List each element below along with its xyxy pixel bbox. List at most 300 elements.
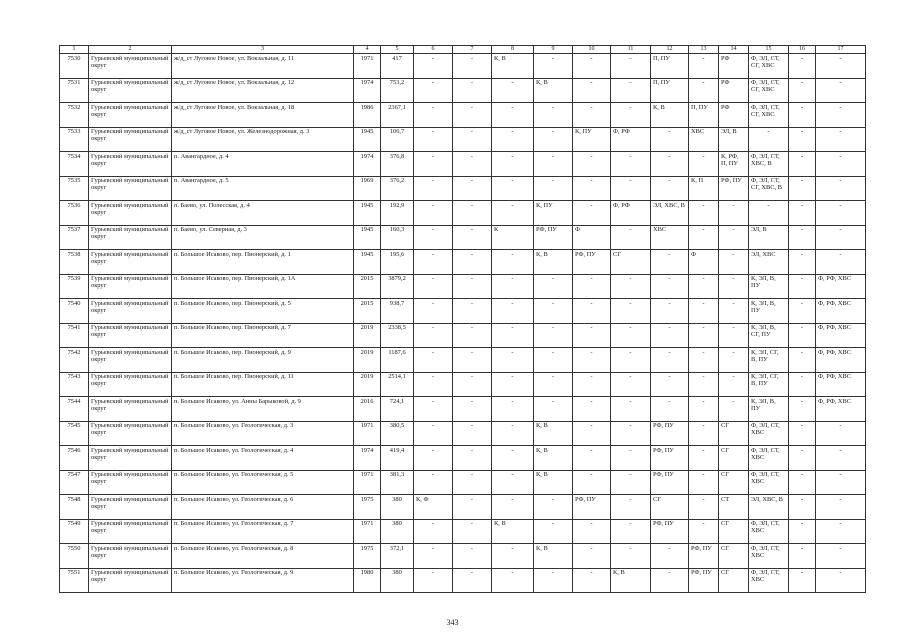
table-cell: ЭЛ, В (719, 127, 749, 152)
table-cell: ЭЛ, ХВС (749, 250, 789, 275)
table-cell: - (453, 152, 492, 177)
table-cell: - (719, 372, 749, 397)
column-number: 8 (492, 46, 534, 54)
table-cell: Ф, РФ, ХВС (816, 299, 866, 324)
table-cell: - (611, 152, 651, 177)
table-cell: Ф, ЭЛ, СТ, СГ, ХВС (749, 103, 789, 128)
table-cell: Гурьевский муниципальный округ (89, 299, 172, 324)
table-row (60, 348, 866, 373)
table-cell: Гурьевский муниципальный округ (89, 519, 172, 544)
table-cell: - (453, 299, 492, 324)
housing-registry-table (59, 45, 866, 593)
table-cell: - (534, 495, 573, 520)
table-cell: - (534, 299, 573, 324)
table-cell: СГ (719, 470, 749, 495)
table-cell: СТ (719, 495, 749, 520)
table-row (60, 274, 866, 299)
table-cell: - (689, 225, 719, 250)
table-cell: - (453, 201, 492, 226)
table-cell: ж/д_ст Луговое Новое, ул. Железнодорожная, д. 3 (172, 127, 354, 152)
table-cell: Гурьевский муниципальный округ (89, 470, 172, 495)
table-cell: - (719, 299, 749, 324)
table-cell: - (689, 274, 719, 299)
table-cell: - (534, 176, 573, 201)
column-number: 2 (89, 46, 172, 54)
table-cell: - (719, 323, 749, 348)
table-cell: К, ПУ (573, 127, 611, 152)
table-cell: 380 (381, 519, 414, 544)
table-cell: Гурьевский муниципальный округ (89, 568, 172, 593)
table-cell: К, ЭЛ, В, СГ, ПУ (749, 323, 789, 348)
table-cell: - (611, 421, 651, 446)
table-cell: 2015 (354, 274, 381, 299)
table-cell: - (453, 446, 492, 471)
table-cell: Гурьевский муниципальный округ (89, 397, 172, 422)
table-cell: - (651, 127, 689, 152)
table-cell: - (414, 152, 453, 177)
table-cell: - (573, 372, 611, 397)
table-cell: - (689, 470, 719, 495)
table-cell: - (789, 127, 816, 152)
table-cell: П, ПУ (689, 103, 719, 128)
table-row (60, 421, 866, 446)
table-cell: 106,7 (381, 127, 414, 152)
table-cell: - (492, 544, 534, 569)
table-cell: - (414, 127, 453, 152)
table-cell: - (573, 152, 611, 177)
table-cell: К, В (534, 544, 573, 569)
column-number: 12 (651, 46, 689, 54)
table-cell: К (492, 225, 534, 250)
table-cell: - (453, 176, 492, 201)
table-cell: Гурьевский муниципальный округ (89, 78, 172, 103)
table-cell: - (651, 544, 689, 569)
table-cell: - (689, 372, 719, 397)
table-cell: 1971 (354, 54, 381, 79)
column-number: 10 (573, 46, 611, 54)
table-cell: - (611, 544, 651, 569)
table-cell: - (689, 348, 719, 373)
table-cell: - (492, 372, 534, 397)
table-cell: К, ЭЛ, В, ПУ (749, 397, 789, 422)
table-cell: - (689, 299, 719, 324)
table-cell: - (789, 225, 816, 250)
table-cell: 7542 (60, 348, 89, 373)
column-number: 7 (453, 46, 492, 54)
table-cell: - (414, 103, 453, 128)
table-cell: - (453, 568, 492, 593)
table-cell: - (573, 201, 611, 226)
table-cell: п. Большое Исаково, пер. Пионерский, д. 11 (172, 372, 354, 397)
table-cell: - (719, 274, 749, 299)
table-cell: - (611, 103, 651, 128)
table-cell: - (611, 225, 651, 250)
table-cell: - (719, 250, 749, 275)
table-cell: п. Большое Исаково, пер. Пионерский, д. 7 (172, 323, 354, 348)
table-cell: Гурьевский муниципальный округ (89, 446, 172, 471)
table-cell: - (414, 348, 453, 373)
table-cell: Гурьевский муниципальный округ (89, 372, 172, 397)
table-cell: 1945 (354, 250, 381, 275)
table-cell: 372,1 (381, 544, 414, 569)
table-cell: Ф, ЭЛ, СТ, ХВС (749, 568, 789, 593)
table-cell: - (492, 201, 534, 226)
table-cell: - (414, 372, 453, 397)
table-cell: - (611, 397, 651, 422)
table-cell: 7535 (60, 176, 89, 201)
table-cell: - (573, 421, 611, 446)
table-cell: - (611, 323, 651, 348)
table-cell: - (453, 495, 492, 520)
table-cell: 1975 (354, 495, 381, 520)
table-cell: Гурьевский муниципальный округ (89, 544, 172, 569)
table-cell: п. Большое Исаково, ул. Геологическая, д. 6 (172, 495, 354, 520)
table-cell: - (453, 54, 492, 79)
table-cell: К, В (611, 568, 651, 593)
table-cell: 1969 (354, 176, 381, 201)
table-cell: РФ, ПУ (719, 176, 749, 201)
table-cell: - (534, 397, 573, 422)
table-cell: - (611, 348, 651, 373)
table-cell: 192,9 (381, 201, 414, 226)
table-cell: - (453, 274, 492, 299)
table-cell: 1945 (354, 201, 381, 226)
table-cell: - (651, 323, 689, 348)
table-cell: 7533 (60, 127, 89, 152)
table-cell: 2019 (354, 323, 381, 348)
table-cell: - (611, 54, 651, 79)
table-cell: - (789, 470, 816, 495)
table-cell: СГ (719, 544, 749, 569)
table-cell: - (414, 274, 453, 299)
table-cell: 1187,6 (381, 348, 414, 373)
column-number: 6 (414, 46, 453, 54)
table-cell: Ф, ЭЛ, СТ, ХВС (749, 470, 789, 495)
table-cell: - (719, 397, 749, 422)
table-row (60, 201, 866, 226)
table-cell: ЭЛ, ХВС, В (749, 495, 789, 520)
table-cell: 2019 (354, 348, 381, 373)
table-cell: Гурьевский муниципальный округ (89, 421, 172, 446)
table-cell: - (816, 176, 866, 201)
table-cell: - (611, 274, 651, 299)
table-cell: - (789, 54, 816, 79)
table-cell: 7548 (60, 495, 89, 520)
table-cell: Ф, РФ, ХВС (816, 274, 866, 299)
table-cell: - (651, 152, 689, 177)
table-cell: - (816, 446, 866, 471)
column-number: 15 (749, 46, 789, 54)
table-cell: - (611, 78, 651, 103)
table-cell: - (749, 201, 789, 226)
table-row (60, 397, 866, 422)
table-cell: п. Большое Исаково, ул. Геологическая, д. 5 (172, 470, 354, 495)
table-cell: - (689, 323, 719, 348)
table-cell: - (534, 152, 573, 177)
table-row (60, 152, 866, 177)
table-cell: 1974 (354, 152, 381, 177)
column-number: 1 (60, 46, 89, 54)
table-cell: - (492, 323, 534, 348)
column-number-row (60, 46, 866, 54)
table-cell: 7539 (60, 274, 89, 299)
table-cell: 7537 (60, 225, 89, 250)
table-cell: - (611, 470, 651, 495)
table-cell: К, В (534, 250, 573, 275)
table-cell: - (492, 176, 534, 201)
table-cell: - (573, 54, 611, 79)
table-cell: К, В (534, 446, 573, 471)
table-cell: - (816, 54, 866, 79)
table-cell: - (492, 78, 534, 103)
table-cell: РФ, ПУ (573, 250, 611, 275)
table-cell: 1974 (354, 78, 381, 103)
table-cell: п. Большое Исаково, пер. Пионерский, д. 1 (172, 250, 354, 275)
table-cell: - (573, 568, 611, 593)
table-cell: - (414, 544, 453, 569)
table-row (60, 78, 866, 103)
table-cell: - (789, 568, 816, 593)
table-cell: К, В (651, 103, 689, 128)
table-cell: ж/д_ст Луговое Новое, ул. Вокзальная, д. 11 (172, 54, 354, 79)
table-cell: - (789, 323, 816, 348)
table-row (60, 470, 866, 495)
table-cell: 1971 (354, 519, 381, 544)
table-cell: К, РФ, П, ПУ (719, 152, 749, 177)
table-cell: п. Большое Исаково, пер. Пионерский, д. 5 (172, 299, 354, 324)
table-cell: РФ (719, 54, 749, 79)
table-cell: - (689, 397, 719, 422)
table-cell: РФ, ПУ (534, 225, 573, 250)
table-cell: Гурьевский муниципальный округ (89, 225, 172, 250)
table-cell: Ф, ЭЛ, СТ, ХВС (749, 446, 789, 471)
table-cell: - (492, 568, 534, 593)
table-row (60, 495, 866, 520)
table-cell: 7549 (60, 519, 89, 544)
table-cell: - (414, 201, 453, 226)
table-cell: - (611, 299, 651, 324)
table-cell: п. Баево, ул. Северная, д. 3 (172, 225, 354, 250)
table-cell: - (719, 348, 749, 373)
table-cell: Ф, РФ, ХВС (816, 372, 866, 397)
table-cell: п. Большое Исаково, ул. Геологическая, д. 4 (172, 446, 354, 471)
table-cell: Ф, РФ (611, 201, 651, 226)
table-cell: - (414, 470, 453, 495)
table-row (60, 446, 866, 471)
table-cell: ХВС (689, 127, 719, 152)
table-cell: К, В (492, 519, 534, 544)
table-cell: Ф, ЭЛ, СТ, СГ, ХВС (749, 54, 789, 79)
column-number: 16 (789, 46, 816, 54)
table-cell: СГ (719, 421, 749, 446)
table-cell: - (573, 274, 611, 299)
table-cell: Ф, ЭЛ, СТ, ХВС (749, 519, 789, 544)
table-cell: - (651, 250, 689, 275)
table-cell: Ф, ЭЛ, СТ, ХВС (749, 421, 789, 446)
table-cell: - (789, 201, 816, 226)
table-cell: 7536 (60, 201, 89, 226)
table-cell: П, ПУ (651, 54, 689, 79)
table-cell: - (492, 152, 534, 177)
table-cell: СГ (719, 446, 749, 471)
table-cell: - (573, 103, 611, 128)
table-cell: - (611, 519, 651, 544)
table-cell: - (414, 299, 453, 324)
table-cell: Ф, ЭЛ, СТ, СГ, ХВС, В (749, 176, 789, 201)
table-row (60, 176, 866, 201)
table-cell: - (492, 446, 534, 471)
table-cell: - (534, 348, 573, 373)
table-cell: К, В (534, 470, 573, 495)
table-cell: - (573, 446, 611, 471)
table-cell: 3879,2 (381, 274, 414, 299)
table-cell: - (414, 568, 453, 593)
table-row (60, 568, 866, 593)
table-cell: К, ЭЛ, В, ПУ (749, 299, 789, 324)
table-cell: РФ, ПУ (651, 470, 689, 495)
table-cell: - (453, 397, 492, 422)
table-cell: - (719, 201, 749, 226)
table-cell: 7540 (60, 299, 89, 324)
table-cell: - (789, 446, 816, 471)
table-cell: - (689, 152, 719, 177)
table-cell: - (689, 519, 719, 544)
table-cell: 7541 (60, 323, 89, 348)
table-cell: Гурьевский муниципальный округ (89, 495, 172, 520)
table-cell: - (453, 544, 492, 569)
table-row (60, 127, 866, 152)
table-cell: - (789, 519, 816, 544)
table-cell: 376,8 (381, 152, 414, 177)
table-cell: ЭЛ, ХВС, В (651, 201, 689, 226)
table-cell: 7544 (60, 397, 89, 422)
table-cell: - (651, 568, 689, 593)
column-number: 13 (689, 46, 719, 54)
table-cell: - (689, 495, 719, 520)
table-cell: Гурьевский муниципальный округ (89, 348, 172, 373)
table-cell: п. Авангардное, д. 5 (172, 176, 354, 201)
table-cell: 376,2 (381, 176, 414, 201)
table-cell: К, П (689, 176, 719, 201)
table-cell: К, ЭЛ, СГ, В, ПУ (749, 372, 789, 397)
table-cell: - (492, 495, 534, 520)
table-cell: - (651, 397, 689, 422)
table-cell: ЭЛ, В (749, 225, 789, 250)
table-cell: СГ (719, 519, 749, 544)
table-cell: - (492, 348, 534, 373)
table-cell: - (414, 421, 453, 446)
table-cell: 1971 (354, 421, 381, 446)
table-cell: - (414, 323, 453, 348)
table-cell: 1945 (354, 127, 381, 152)
table-cell: - (789, 103, 816, 128)
table-cell: Гурьевский муниципальный округ (89, 176, 172, 201)
table-cell: К, ПУ (534, 201, 573, 226)
table-cell: Гурьевский муниципальный округ (89, 152, 172, 177)
column-number: 11 (611, 46, 651, 54)
table-cell: - (573, 78, 611, 103)
table-cell: - (789, 274, 816, 299)
table-cell: РФ (719, 78, 749, 103)
table-cell: Ф, ЭЛ, СТ, СГ, ХВС (749, 78, 789, 103)
table-cell: - (816, 519, 866, 544)
column-number: 14 (719, 46, 749, 54)
table-cell: - (816, 544, 866, 569)
table-cell: - (453, 103, 492, 128)
table-cell: - (789, 250, 816, 275)
table-cell: - (651, 274, 689, 299)
table-cell: - (573, 299, 611, 324)
column-number: 3 (172, 46, 354, 54)
table-cell: - (573, 470, 611, 495)
table-cell: - (651, 372, 689, 397)
table-cell: 724,1 (381, 397, 414, 422)
table-cell: 1945 (354, 225, 381, 250)
table-cell: 7551 (60, 568, 89, 593)
table-cell: - (534, 54, 573, 79)
table-cell: - (573, 397, 611, 422)
table-cell: РФ, ПУ (689, 568, 719, 593)
table-cell: Ф, РФ, ХВС (816, 323, 866, 348)
table-cell: 7534 (60, 152, 89, 177)
table-cell: 7531 (60, 78, 89, 103)
table-cell: - (453, 78, 492, 103)
table-cell: - (749, 127, 789, 152)
table-cell: - (789, 348, 816, 373)
column-number: 9 (534, 46, 573, 54)
table-cell: - (789, 397, 816, 422)
table-cell: - (689, 54, 719, 79)
table-body (60, 54, 866, 593)
table-cell: 7532 (60, 103, 89, 128)
table-cell: - (492, 103, 534, 128)
table-cell: Гурьевский муниципальный округ (89, 274, 172, 299)
column-number: 17 (816, 46, 866, 54)
table-cell: - (816, 470, 866, 495)
table-cell: Ф, РФ, ХВС (816, 397, 866, 422)
table-cell: 419,4 (381, 446, 414, 471)
table-cell: ХВС (651, 225, 689, 250)
table-cell: 7538 (60, 250, 89, 275)
table-cell: 7543 (60, 372, 89, 397)
table-cell: 2015 (354, 299, 381, 324)
table-cell: - (492, 250, 534, 275)
page-number: 343 (446, 618, 459, 627)
table-cell: - (453, 470, 492, 495)
table-cell: Гурьевский муниципальный округ (89, 127, 172, 152)
table-cell: 753,2 (381, 78, 414, 103)
table-cell: - (816, 78, 866, 103)
table-cell: 1971 (354, 470, 381, 495)
table-cell: - (651, 348, 689, 373)
table-cell: - (789, 421, 816, 446)
table-cell: - (492, 274, 534, 299)
table-cell: - (534, 274, 573, 299)
table-cell: 380,5 (381, 421, 414, 446)
column-number: 4 (354, 46, 381, 54)
table-cell: Гурьевский муниципальный округ (89, 201, 172, 226)
table-cell: - (789, 176, 816, 201)
table-cell: - (611, 372, 651, 397)
table-row (60, 323, 866, 348)
table-cell: Ф, ЭЛ, СТ, ХВС, В (749, 152, 789, 177)
table-cell: 380 (381, 495, 414, 520)
table-cell: 1980 (354, 568, 381, 593)
table-cell: Гурьевский муниципальный округ (89, 323, 172, 348)
table-cell: - (789, 299, 816, 324)
table-cell: - (573, 544, 611, 569)
table-cell: - (689, 446, 719, 471)
